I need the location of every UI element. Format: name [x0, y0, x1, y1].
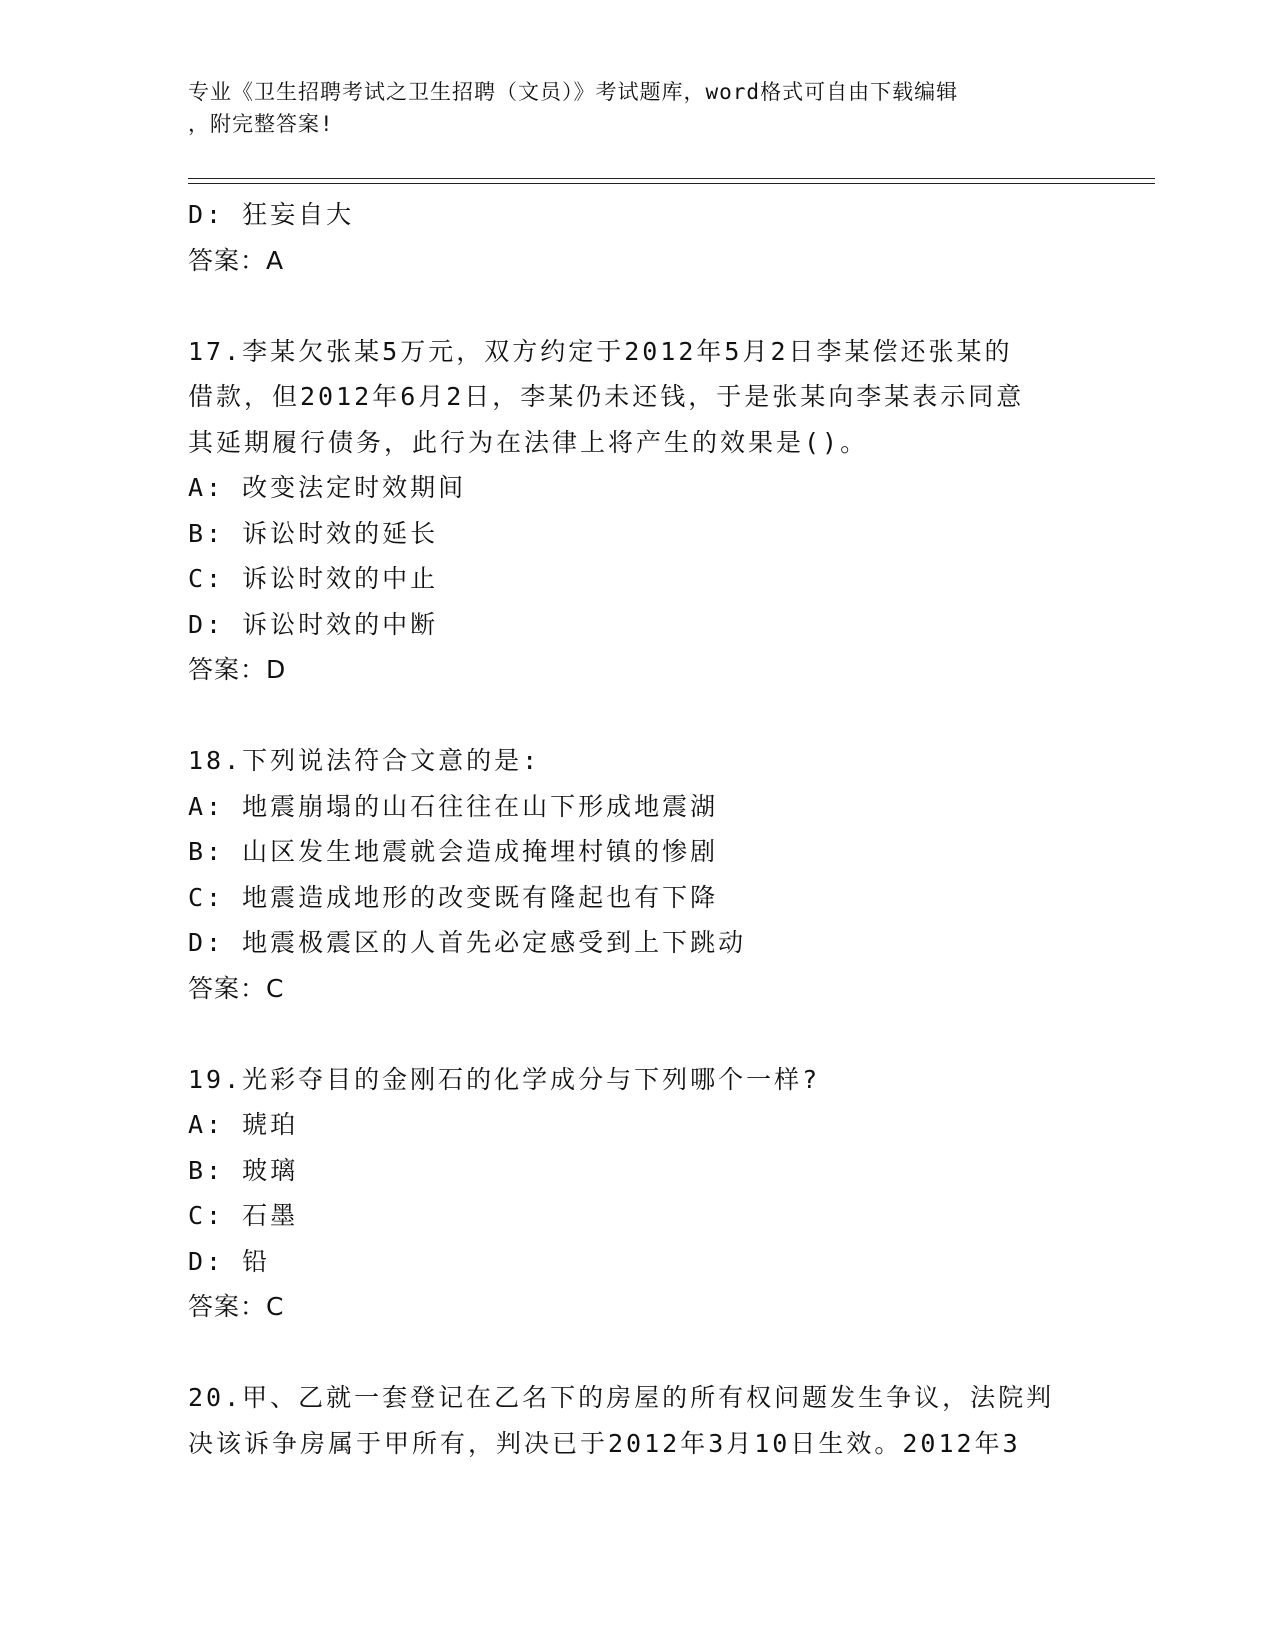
option-c: C: 诉讼时效的中止 [188, 564, 439, 593]
question-content [188, 192, 1088, 1466]
question-stem-line: 18.下列说法符合文意的是: [188, 746, 541, 775]
option-c: C: 地震造成地形的改变既有隆起也有下降 [188, 882, 719, 912]
option-a: A: 地震崩塌的山石往往在山下形成地震湖 [188, 791, 719, 821]
spacer [188, 1330, 1088, 1376]
option-a: A: 改变法定时效期间 [188, 473, 467, 502]
question-17 [188, 329, 1088, 693]
option-d: D: 铅 [188, 1246, 271, 1276]
answer: 答案：C [188, 973, 285, 1003]
spacer [188, 283, 1088, 329]
option-c: C: 石墨 [188, 1201, 299, 1230]
question-stem-line: 其延期履行债务，此行为在法律上将产生的效果是()。 [188, 427, 869, 457]
header-line-1: 专业《卫生招聘考试之卫生招聘（文员）》考试题库，word格式可自由下载编辑 [188, 80, 959, 104]
option-d: D: 地震极震区的人首先必定感受到上下跳动 [188, 928, 747, 957]
option-b: B: 玻璃 [188, 1155, 299, 1185]
header-line-2: ，附完整答案! [188, 112, 334, 136]
option-b: B: 山区发生地震就会造成掩埋村镇的惨剧 [188, 837, 719, 866]
question-20 [188, 1375, 1088, 1466]
question-stem-line: 20.甲、乙就一套登记在乙名下的房屋的所有权问题发生争议，法院判 [188, 1383, 1055, 1412]
answer: 答案：D [188, 655, 287, 684]
option-b: B: 诉讼时效的延长 [188, 518, 439, 548]
option-d: D: 诉讼时效的中断 [188, 609, 439, 639]
prev-option-d: D: 狂妄自大 [188, 200, 355, 229]
question-stem-line: 决该诉争房属于甲所有，判决已于2012年3月10日生效。2012年3 [188, 1428, 1021, 1458]
header-divider [188, 178, 1155, 184]
spacer [188, 1011, 1088, 1057]
question-19 [188, 1057, 1088, 1330]
question-18 [188, 738, 1088, 1011]
question-stem-line: 17.李某欠张某5万元，双方约定于2012年5月2日李某偿还张某的 [188, 336, 1013, 366]
question-stem-line: 19.光彩夺目的金刚石的化学成分与下列哪个一样? [188, 1064, 821, 1094]
prev-answer: 答案：A [188, 245, 285, 275]
spacer [188, 693, 1088, 739]
answer: 答案：C [188, 1292, 285, 1321]
page-header [188, 76, 1088, 140]
option-a: A: 琥珀 [188, 1110, 299, 1139]
question-stem-line: 借款，但2012年6月2日，李某仍未还钱，于是张某向李某表示同意 [188, 382, 1025, 411]
